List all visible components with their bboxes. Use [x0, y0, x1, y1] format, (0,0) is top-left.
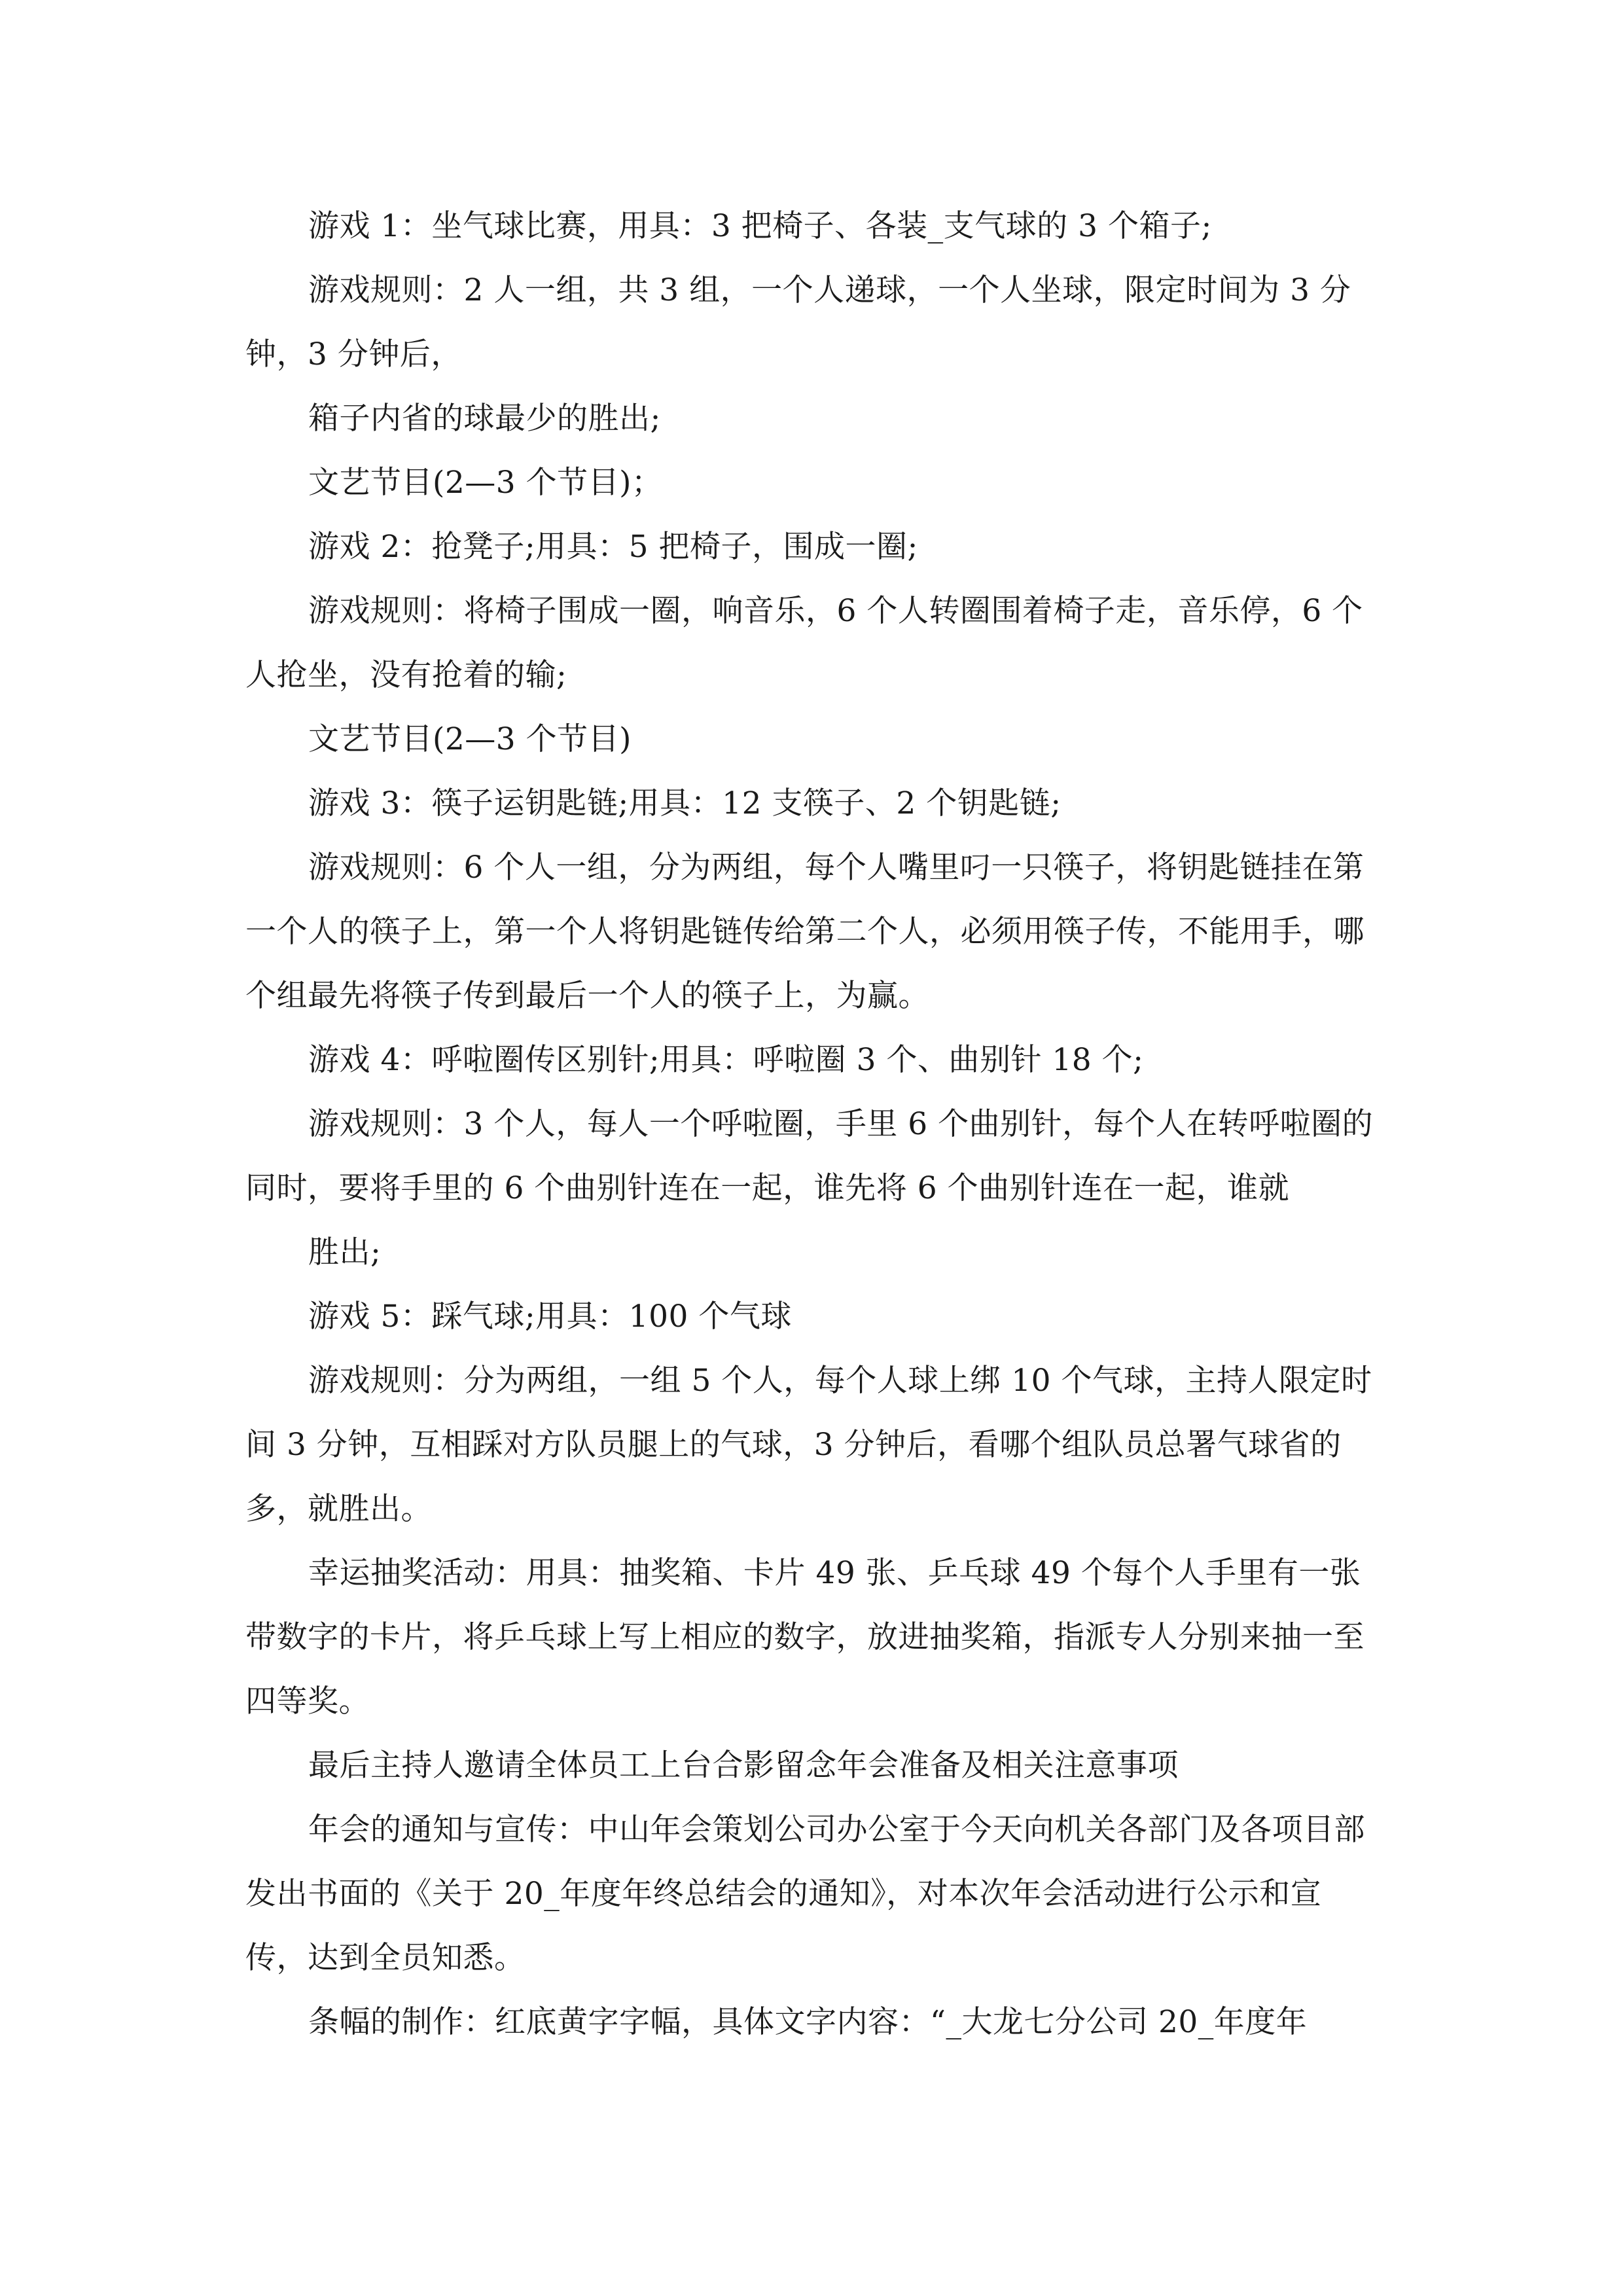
paragraph-game1-rules: 游戏规则：2 人一组，共 3 组，一个人递球，一个人坐球，限定时间为 3 分钟，3 分钟后，: [245, 272, 1351, 372]
paragraph-banner: 条幅的制作：红底黄字字幅，具体文字内容：“_大龙七分公司 20_年度年: [308, 2004, 1308, 2040]
paragraph-lucky-draw: 幸运抽奖活动：用具：抽奖箱、卡片 49 张、乒乓球 49 个每个人手里有一张带数字的卡片，将乒乓球上写上相应的数字，放进抽奖箱，指派专人分别来抽一至四等奖。: [245, 1555, 1364, 1719]
document-body: [245, 194, 1378, 2054]
paragraph-game1: 游戏 1：坐气球比赛，用具：3 把椅子、各装_支气球的 3 个箱子;: [308, 208, 1212, 244]
paragraph-game5: 游戏 5：踩气球;用具：100 个气球: [308, 1299, 792, 1335]
paragraph-game2-rules: 游戏规则：将椅子围成一圈，响音乐，6 个人转圈围着椅子走，音乐停，6 个人抢坐，没有抢着的输;: [245, 593, 1363, 693]
paragraph-game5-rules: 游戏规则：分为两组，一组 5 个人，每个人球上绑 10 个气球，主持人限定时间 3 分钟，互相踩对方队员腿上的气球，3 分钟后，看哪个组队员总署气球省的多，就胜出。: [245, 1363, 1372, 1527]
paragraph-game2: 游戏 2：抢凳子;用具：5 把椅子，围成一圈;: [308, 529, 918, 565]
paragraph-notice: 年会的通知与宣传：中山年会策划公司办公室于今天向机关各部门及各项目部发出书面的《关于 20_年度年终总结会的通知》，对本次年会活动进行公示和宣传，达到全员知悉。: [245, 1812, 1365, 1976]
paragraph-game1-winner: 箱子内省的球最少的胜出;: [308, 401, 661, 437]
paragraph-performance-1: 文艺节目(2—3 个节目)；: [308, 465, 663, 501]
paragraph-game3: 游戏 3：筷子运钥匙链;用具：12 支筷子、2 个钥匙链;: [308, 785, 1061, 821]
paragraph-performance-2: 文艺节目(2—3 个节目): [308, 721, 632, 757]
paragraph-game4: 游戏 4：呼啦圈传区别针;用具：呼啦圈 3 个、曲别针 18 个;: [308, 1042, 1144, 1078]
paragraph-group-photo: 最后主持人邀请全体员工上台合影留念年会准备及相关注意事项: [308, 1748, 1179, 1784]
paragraph-game4-rules: 游戏规则：3 个人，每人一个呼啦圈，手里 6 个曲别针，每个人在转呼啦圈的同时，要将手里的 6 个曲别针连在一起，谁先将 6 个曲别针连在一起，谁就: [245, 1106, 1374, 1206]
paragraph-game4-winner: 胜出;: [308, 1234, 382, 1270]
paragraph-game3-rules: 游戏规则：6 个人一组，分为两组，每个人嘴里叼一只筷子，将钥匙链挂在第一个人的筷子上，第一个人将钥匙链传给第二个人，必须用筷子传，不能用手，哪个组最先将筷子传到最后一个人的筷子上，为赢。: [245, 850, 1364, 1014]
